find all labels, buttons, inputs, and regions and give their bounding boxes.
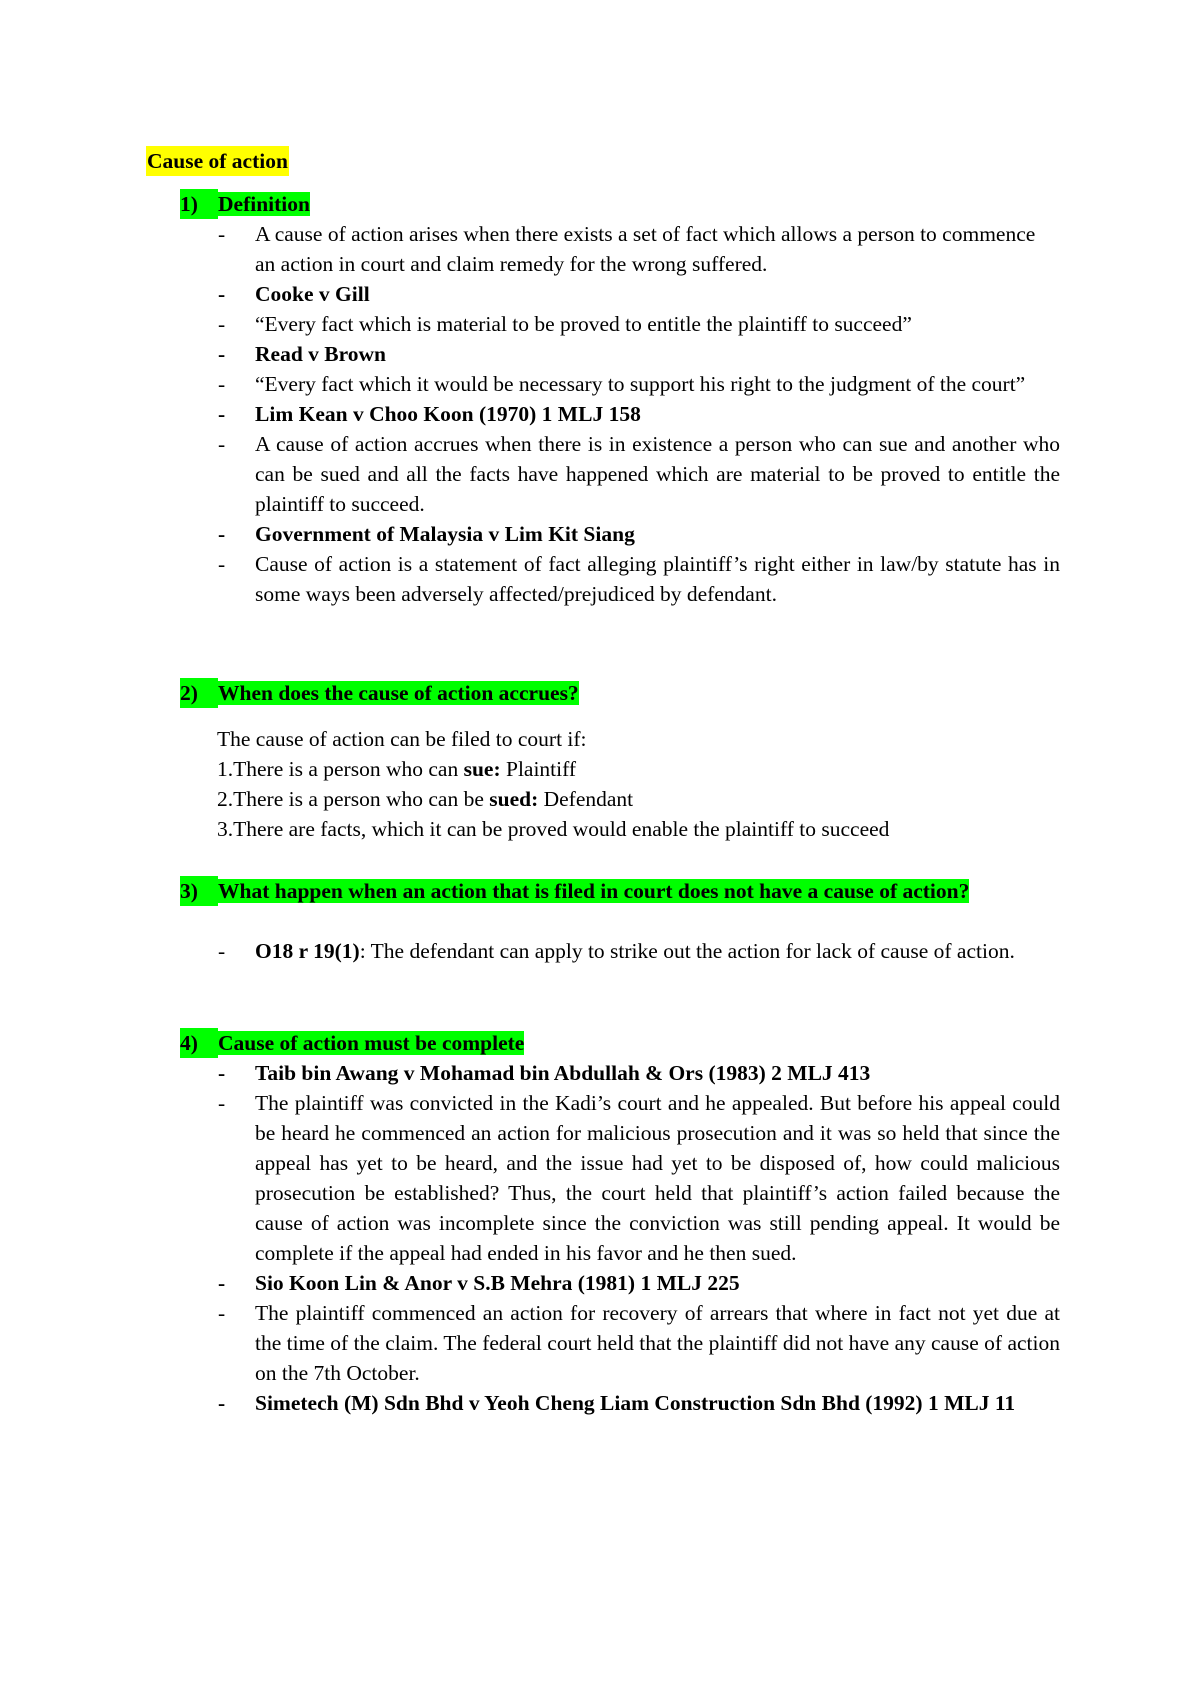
list-item: - “Every fact which it would be necessary to support his right to the judgment of the court”	[218, 369, 1060, 399]
list-item: - The plaintiff commenced an action for recovery of arrears that where in fact not yet due at the time of the claim. The federal court held that the plaintiff did not have any cause of action on the 7th October.	[218, 1298, 1060, 1388]
section-title: When does the cause of action accrues?	[218, 681, 579, 705]
section-title: Cause of action must be complete	[218, 1031, 525, 1055]
case-name: - Read v Brown	[218, 339, 1060, 369]
case-name: - Cooke v Gill	[218, 279, 1060, 309]
section-number: 4)	[180, 1028, 218, 1058]
list-item: - The plaintiff was convicted in the Kadi’s court and he appealed. But before his appeal could be heard he commenced an action for malicious prosecution and it was so held that since the appeal has yet to be heard, and the issue had yet to be disposed of, how could malicious prosecution be established? Thus, the court held that plaintiff’s action failed because the cause of action was incomplete since the conviction was still pending appeal. It would be complete if the appeal had ended in his favor and he then sued.	[218, 1088, 1060, 1268]
list-bold: sue:	[463, 757, 501, 781]
case-name: - Taib bin Awang v Mohamad bin Abdullah & Ors (1983) 2 MLJ 413	[218, 1058, 1060, 1088]
list-item	[218, 936, 1060, 966]
list-text: 3.There are facts, which it can be proved would enable the plaintiff to succeed	[217, 817, 890, 841]
list-item: - A cause of action arises when there exists a set of fact which allows a person to commence an action in court and claim remedy for the wrong suffered.	[218, 219, 1060, 279]
list-item: - Cause of action is a statement of fact alleging plaintiff’s right either in law/by statute has in some ways been adversely affected/prejudiced by defendant.	[218, 549, 1060, 609]
list-item: - A cause of action accrues when there is in existence a person who can sue and another who can be sued and all the facts have happened which are material to be proved to entitle the plaintiff to succeed.	[218, 429, 1060, 519]
section-1-heading	[180, 189, 1060, 219]
section-number: 1)	[180, 189, 218, 219]
section-2-heading	[180, 678, 1060, 708]
list-text: Defendant	[538, 787, 634, 811]
list-item	[217, 754, 1067, 784]
list-bold: sued:	[489, 787, 539, 811]
section-2-body	[217, 724, 1067, 844]
section-3-heading	[180, 876, 1060, 906]
section-3-list	[218, 936, 1060, 966]
case-name: - Government of Malaysia v Lim Kit Siang	[218, 519, 1060, 549]
rule-reference: O18 r 19(1)	[255, 939, 360, 963]
list-text: 1.There is a person who can	[217, 757, 464, 781]
list-item	[217, 784, 1067, 814]
section-1-list	[218, 219, 1060, 609]
section-4-list	[218, 1058, 1060, 1418]
case-name: - Simetech (M) Sdn Bhd v Yeoh Cheng Liam Construction Sdn Bhd (1992) 1 MLJ 11	[218, 1388, 1060, 1418]
list-item	[217, 814, 1067, 844]
section-title: Definition	[218, 192, 310, 216]
section-title: What happen when an action that is filed in court does not have a cause of action?	[218, 879, 970, 903]
list-text: : The defendant can apply to strike out the action for lack of cause of action.	[359, 939, 1015, 963]
list-item: - “Every fact which is material to be proved to entitle the plaintiff to succeed”	[218, 309, 1060, 339]
section-number: 2)	[180, 678, 218, 708]
section-number: 3)	[180, 876, 218, 906]
list-text: 2.There is a person who can be	[217, 787, 490, 811]
intro-text: The cause of action can be filed to court if:	[217, 727, 587, 751]
document-title: Cause of action	[146, 146, 289, 176]
list-text: Plaintiff	[500, 757, 577, 781]
case-name: - Sio Koon Lin & Anor v S.B Mehra (1981) 1 MLJ 225	[218, 1268, 1060, 1298]
case-name: - Lim Kean v Choo Koon (1970) 1 MLJ 158	[218, 399, 1060, 429]
section-4-heading	[180, 1028, 1060, 1058]
